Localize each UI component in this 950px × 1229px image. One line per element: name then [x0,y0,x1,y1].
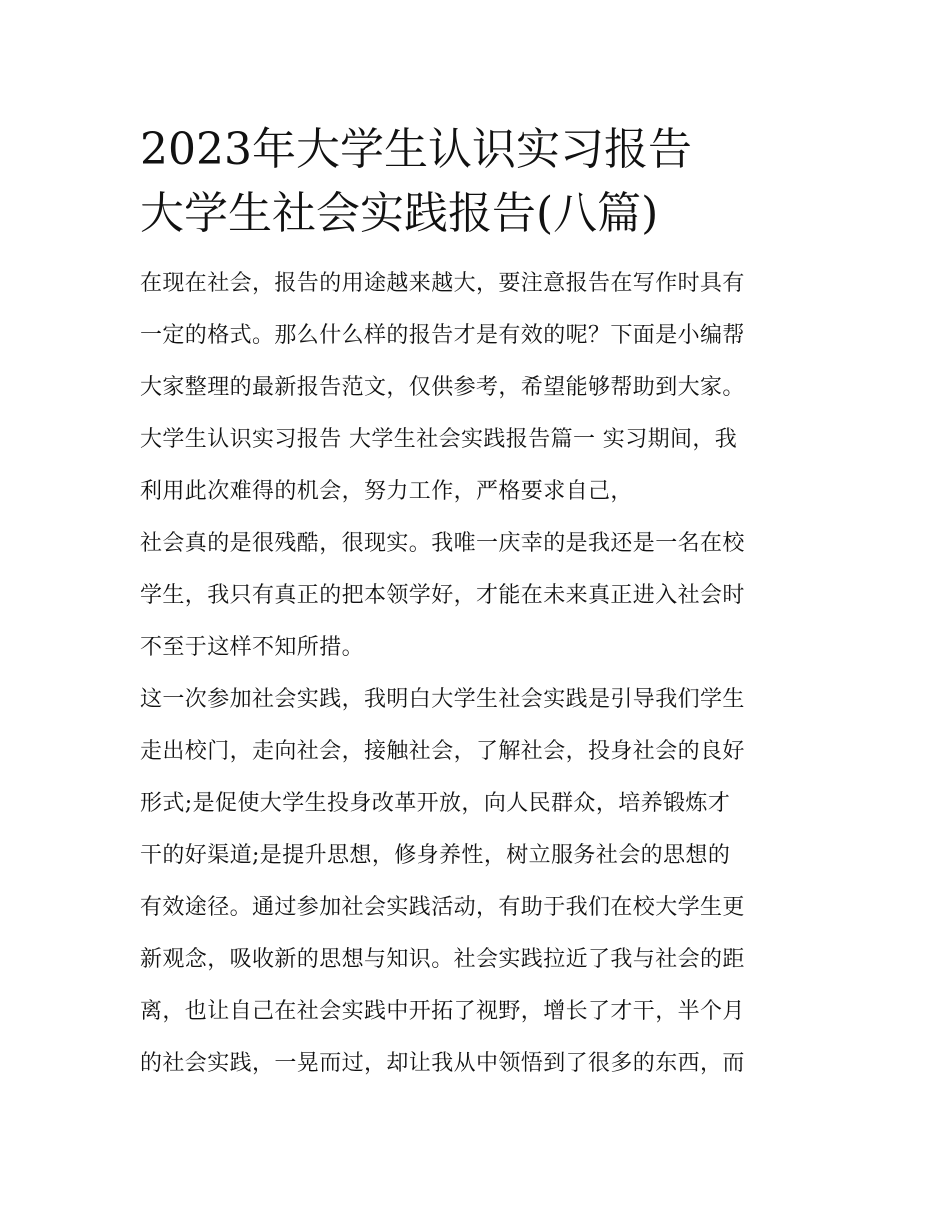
title-line-1: 2023年大学生认识实习报告 [140,124,692,175]
body-line-7: 学生，我只有真正的把本领学好，才能在未来真正进入社会时 [140,583,745,608]
body-line-8: 不至于这样不知所措。 [140,635,365,660]
body-line-4: 大学生认识实习报告 大学生社会实践报告篇一 实习期间，我 [140,427,738,452]
document-content [140,118,820,1090]
body-line-16: 的社会实践，一晃而过，却让我从中领悟到了很多的东西，而 [140,1051,745,1076]
body-line-14: 新观念，吸收新的思想与知识。社会实践拉近了我与社会的距 [140,947,745,972]
title-line-2: 大学生社会实践报告(八篇) [140,188,659,239]
body-line-5: 利用此次难得的机会，努力工作，严格要求自己， [140,479,633,504]
body-line-1: 在现在社会，报告的用途越来越大，要注意报告在写作时具有 [140,271,745,296]
body-line-11: 形式;是促使大学生投身改革开放，向人民群众，培养锻炼才 [140,791,731,816]
body-line-2: 一定的格式。那么什么样的报告才是有效的呢？下面是小编帮 [140,323,745,348]
document-title [140,118,820,246]
body-line-13: 有效途径。通过参加社会实践活动，有助于我们在校大学生更 [140,895,745,920]
body-line-6: 社会真的是很残酷，很现实。我唯一庆幸的是我还是一名在校 [140,531,745,556]
body-line-12: 干的好渠道;是提升思想，修身养性，树立服务社会的思想的 [140,843,731,868]
body-line-9: 这一次参加社会实践，我明白大学生社会实践是引导我们学生 [140,687,745,712]
document-body [140,258,820,1090]
body-line-15: 离，也让自己在社会实践中开拓了视野，增长了才干，半个月 [140,999,745,1024]
body-line-10: 走出校门，走向社会，接触社会，了解社会，投身社会的良好 [140,739,745,764]
body-line-3: 大家整理的最新报告范文，仅供参考，希望能够帮助到大家。 [140,375,745,400]
